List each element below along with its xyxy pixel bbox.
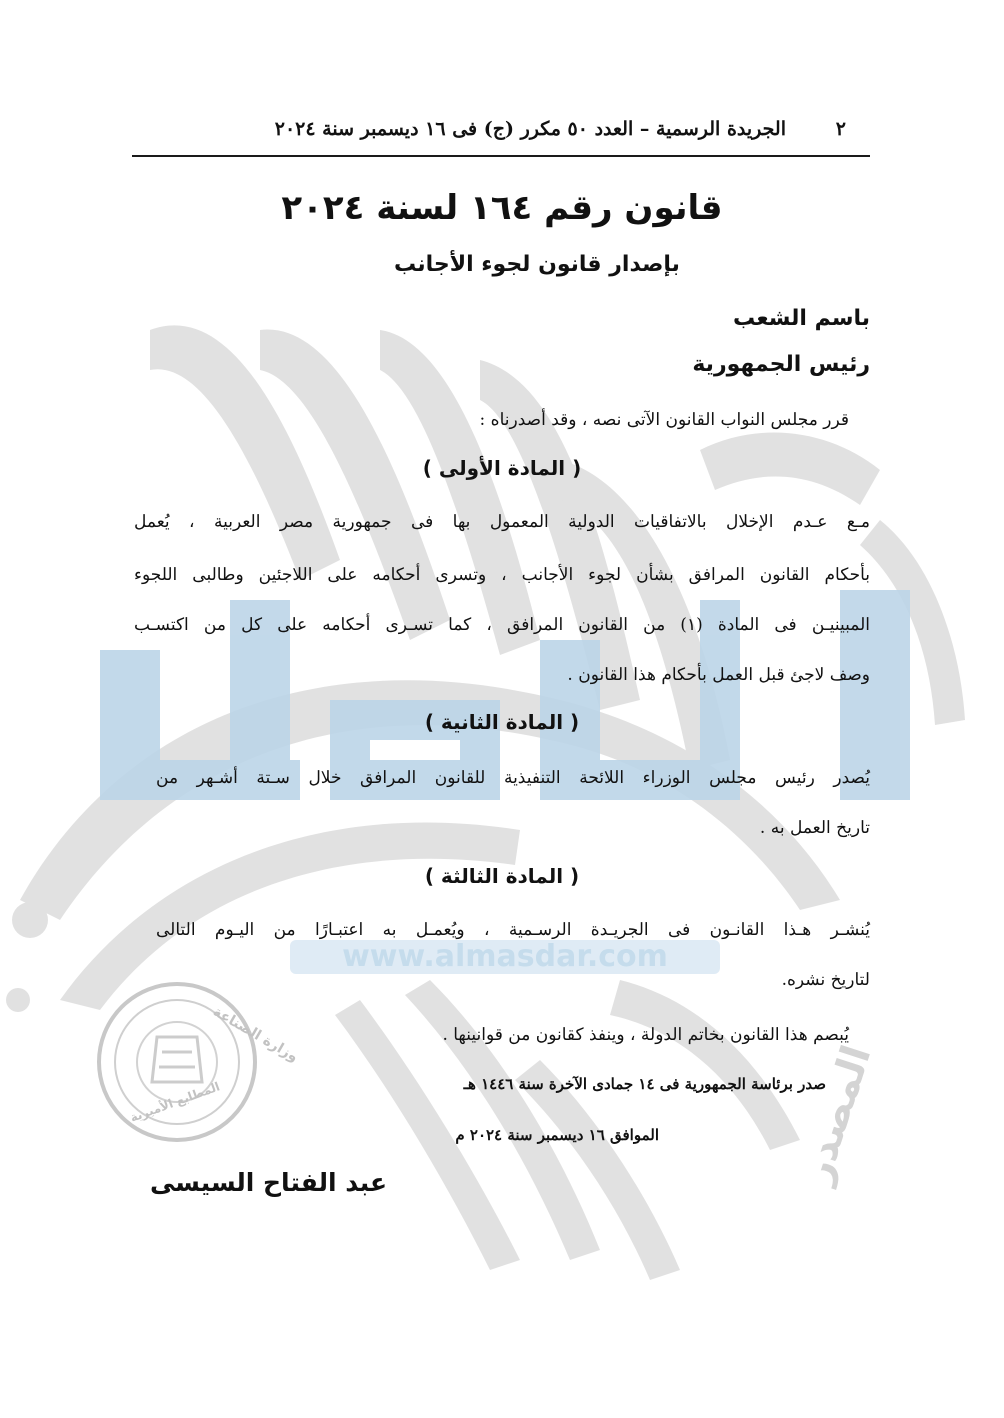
law-title: قانون رقم ١٦٤ لسنة ٢٠٢٤ <box>281 188 723 228</box>
article-1-line: وصف لاجئ قبل العمل بأحكام هذا القانون . <box>567 665 870 685</box>
law-subtitle-text: بإصدار قانون لجوء الأجانب <box>394 252 680 277</box>
opening-in-name-of-people: باسم الشعب <box>733 306 870 331</box>
president-signature: عبد الفتاح السيسى <box>150 1168 388 1197</box>
page-number: ٢ <box>835 118 846 140</box>
article-2-heading: ( المادة الثانية ) <box>424 710 580 734</box>
article-1-heading: ( المادة الأولى ) <box>422 456 582 480</box>
watermark-url-text: www.almasdar.com <box>342 939 668 974</box>
article-2-line: يُصدر رئيس مجلس الوزراء اللائحة التنفيذية للقانون المرافق خلال سـتة أشـهر من <box>156 768 870 788</box>
preamble: قرر مجلس النواب القانون الآتى نصه ، وقد أصدرناه : <box>479 410 849 430</box>
opening-president: رئيس الجمهورية <box>692 352 870 377</box>
article-1-line: بأحكام القانون المرافق بشأن لجوء الأجانب ، وتسرى أحكامه على اللاجئين وطالبى اللجوء <box>134 565 870 585</box>
article-1-line: المبينيـن فى المادة (١) من القانون المرافق ، كما تسـرى أحكامه على كل من اكتسـب <box>134 615 870 635</box>
article-2-line: تاريخ العمل به . <box>759 818 870 838</box>
seal-bottom-text: المطابع الأميرية <box>128 1079 222 1125</box>
law-subtitle <box>0 252 1004 277</box>
watermark-brand-text: المصدر <box>793 1040 881 1189</box>
article-3-line: يُنشـر هـذا القانـون فى الجريـدة الرسـمية ، ويُعمـل به اعتبـارًا من اليـوم التالى <box>156 920 870 940</box>
issued-date-hijri: صدر برئاسة الجمهورية فى ١٤ جمادى الآخرة سنة ١٤٤٦ هـ <box>463 1075 826 1093</box>
header-rule <box>132 155 870 157</box>
article-3-heading: ( المادة الثالثة ) <box>424 864 580 888</box>
running-header: الجريدة الرسمية – العدد ٥٠ مكرر (ج) فى ١٦ ديسمبر سنة ٢٠٢٤ <box>274 118 786 140</box>
article-1-line: مـع عـدم الإخلال بالاتفاقيات الدولية المعمول بها فى جمهورية مصر العربية ، يُعمل <box>134 512 870 532</box>
seal-statement: يُبصم هذا القانون بخاتم الدولة ، وينفذ كقانون من قوانينها . <box>442 1025 849 1045</box>
seal-top-text: وزارة الصناعة <box>210 1003 301 1066</box>
issued-date-gregorian: الموافق ١٦ ديسمبر سنة ٢٠٢٤ م <box>455 1126 659 1144</box>
article-3-line: لتاريخ نشره. <box>781 970 870 990</box>
